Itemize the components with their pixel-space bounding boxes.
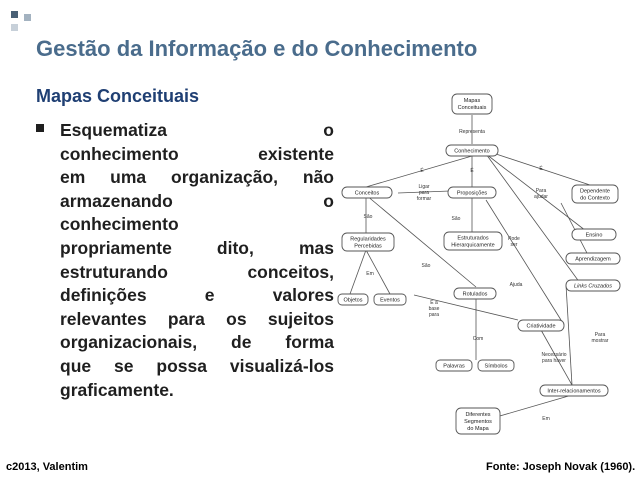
edge-label: Em [366, 271, 374, 277]
node-conhecimento [446, 145, 498, 156]
svg-text:Ensino: Ensino [585, 232, 603, 239]
bullet-line: que se possa visualizá-los [60, 355, 334, 376]
bullet-line: Esquematiza o [60, 120, 334, 140]
edge-label: ser [510, 242, 518, 248]
node-mapas-conceituais [452, 94, 492, 114]
svg-text:Percebidas: Percebidas [354, 243, 382, 250]
slide-title: Gestão da Informação e do Conhecimento [36, 36, 478, 61]
svg-text:Diferentes: Diferentes [465, 412, 491, 418]
edge-label: para [428, 312, 440, 318]
node-rotulados [454, 288, 496, 299]
svg-text:Hierarquicamente: Hierarquicamente [451, 242, 495, 249]
bullet-line: relevantes para os sujeitos [60, 308, 334, 329]
decor-square [11, 11, 18, 18]
edge-label: base [428, 306, 440, 312]
edge-label: São [363, 214, 373, 220]
edge-label: Necessário [541, 352, 567, 358]
svg-text:Estruturados: Estruturados [457, 235, 489, 242]
svg-text:Objetos: Objetos [343, 297, 363, 304]
svg-text:Regularidades: Regularidades [350, 236, 386, 243]
slide-subtitle: Mapas Conceituais [36, 86, 200, 106]
map-edge-labels [364, 129, 609, 422]
svg-text:Eventos: Eventos [380, 297, 400, 304]
footer-source: Fonte: Joseph Novak (1960). [486, 461, 636, 473]
bullet-square-icon [36, 124, 44, 132]
node-ensino [572, 229, 616, 240]
edge-label: São [451, 216, 461, 222]
edge-label: Com [472, 336, 484, 342]
node-inter-relacionamentos [540, 385, 608, 396]
node-palavras [436, 360, 472, 371]
edge-label: mostrar [591, 338, 609, 344]
node-proposicoes [448, 187, 496, 198]
bullet-line: armazenando o [60, 190, 334, 211]
node-criatividade [518, 320, 564, 331]
svg-text:Criatividade: Criatividade [526, 323, 556, 330]
edge-label: para haver [542, 358, 566, 364]
edge-label: Representa [459, 129, 485, 135]
edge-label: É a [430, 300, 438, 306]
bullet-line: definições e valores [60, 285, 334, 306]
decor-square [24, 14, 31, 21]
edge-label: formar [416, 196, 432, 202]
svg-text:Proposições: Proposições [456, 190, 488, 197]
node-dependente-contexto [572, 185, 618, 203]
svg-text:Palavras: Palavras [443, 363, 465, 370]
svg-text:Conceituais: Conceituais [457, 105, 487, 111]
bullet-line: conhecimento [60, 214, 179, 235]
bullet-line: propriamente dito, mas [60, 237, 334, 258]
svg-text:Dependente: Dependente [580, 188, 610, 195]
svg-text:Links Cruzados: Links Cruzados [574, 283, 612, 290]
svg-text:do Contexto: do Contexto [580, 195, 610, 202]
bullet-line: graficamente. [60, 379, 174, 400]
edge-label: É [470, 168, 474, 174]
decor-square [11, 24, 18, 31]
bullet-line: conhecimento existente [60, 143, 334, 164]
node-eventos [374, 294, 406, 305]
edge-label: Para [594, 332, 606, 338]
edge-label: Em [542, 416, 550, 422]
svg-text:Inter-relacionamentos: Inter-relacionamentos [547, 388, 601, 395]
map-edges [350, 115, 590, 420]
node-aprendizagem [566, 253, 620, 264]
edge-label: É [539, 166, 543, 172]
node-conceitos [342, 187, 392, 198]
node-objetos [338, 294, 368, 305]
edge-label: Para [535, 188, 547, 194]
svg-text:Aprendizagem: Aprendizagem [575, 256, 611, 263]
bullet-line: organizacionais, de forma [60, 332, 334, 353]
edge-label: É [420, 168, 424, 174]
footer-copyright: c2013, Valentim [6, 461, 88, 473]
svg-text:Segmentos: Segmentos [464, 419, 492, 425]
svg-text:Conceitos: Conceitos [354, 190, 380, 197]
node-links-cruzados [566, 280, 620, 291]
edge-label: para [418, 190, 430, 196]
edge-label: São [421, 263, 431, 269]
svg-text:do Mapa: do Mapa [467, 426, 489, 432]
node-simbolos [478, 360, 514, 371]
edge-label: ajudar [534, 194, 548, 200]
node-estruturados [444, 232, 502, 250]
svg-text:Rotulados: Rotulados [462, 291, 488, 298]
edge-label: Pode [508, 236, 520, 242]
svg-text:Conhecimento: Conhecimento [454, 148, 490, 155]
bullet-line: em uma organização, não [60, 167, 334, 188]
bullet-line: estruturando conceitos, [60, 261, 334, 282]
svg-text:Mapas: Mapas [463, 98, 481, 104]
bullet-text [60, 119, 334, 402]
edge-label: Ligar [418, 184, 430, 190]
edge-label: Ajuda [509, 282, 523, 288]
node-regularidades [342, 233, 394, 251]
svg-text:Símbolos: Símbolos [484, 363, 508, 370]
concept-map [336, 90, 636, 440]
node-diferentes-segmentos [456, 408, 500, 434]
